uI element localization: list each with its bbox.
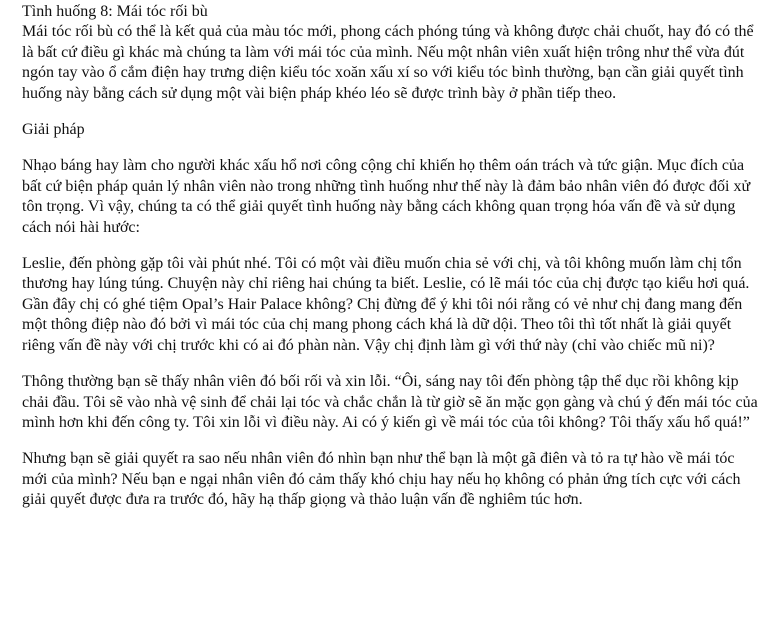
section-title: Tình huống 8: Mái tóc rối bù	[22, 3, 208, 20]
paragraph-1: Nhạo báng hay làm cho người khác xấu hổ nơi công cộng chỉ khiến họ thêm oán trách và tức giận. Mục đích của bất cứ biện pháp quản lý nhân viên nào trong những tình huống như thế này là đảm bảo nhân viên đó được đối xử tôn trọng. Vì vậy, chúng ta có thể giải quyết tình huống này bằng cách không quan trọng hóa vấn đề và sử dụng cách nói hài hước:	[22, 157, 751, 236]
paragraph-4: Nhưng bạn sẽ giải quyết ra sao nếu nhân viên đó nhìn bạn như thể bạn là một gã điên và tỏ ra tự hào về mái tóc mới của mình? Nếu bạn e ngại nhân viên đó cảm thấy khó chịu hay nếu họ không có phản ứng tích cực với cách giải quyết được đưa ra trước đó, hãy hạ thấp giọng và thảo luận vấn đề nghiêm túc hơn.	[22, 450, 741, 509]
paragraph-2: Leslie, đến phòng gặp tôi vài phút nhé. Tôi có một vài điều muốn chia sẻ với chị, và tôi không muốn làm chị tổn thương hay lúng túng. Chuyện này chỉ riêng hai chúng ta biết. Leslie, có lẽ mái tóc của chị được tạo kiểu hơi quá. Gần đây chị có ghé tiệm Opal’s Hair Palace không? Chị đừng để ý khi tôi nói rằng có vẻ như chị đang mang đến một thông điệp nào đó bởi vì mái tóc của chị mang phong cách khá là dữ dội. Theo tôi thì tốt nhất là giải quyết riêng vấn đề này với chị trước khi có ai đó phàn nàn. Vậy chị định làm gì với thứ này (chỉ vào chiếc mũ ni)?	[22, 255, 750, 354]
intro-paragraph: Mái tóc rối bù có thể là kết quả của màu tóc mới, phong cách phóng túng và không được chải chuốt, hay đó có thể là bất cứ điều gì khác mà chúng ta làm với mái tóc của mình. Nếu một nhân viên xuất hiện trông như thể vừa đút ngón tay vào ổ cắm điện hay trưng diện kiểu tóc xoăn xấu xí so với kiểu tóc bình thường, bạn cần giải quyết tình huống này bằng cách sử dụng một vài biện pháp khéo léo sẽ được trình bày ở phần tiếp theo.	[22, 23, 754, 102]
document-body	[22, 2, 762, 511]
paragraph-3: Thông thường bạn sẽ thấy nhân viên đó bối rối và xin lỗi. “Ôi, sáng nay tôi đến phòng tập thể dục rồi không kịp chải đầu. Tôi sẽ vào nhà vệ sinh để chải lại tóc và chắc chắn là từ giờ sẽ ăn mặc gọn gàng và chú ý đến mái tóc của mình hơn khi đến công ty. Tôi xin lỗi vì điều này. Ai có ý kiến gì về mái tóc của tôi không? Tôi thấy xấu hổ quá!”	[22, 373, 758, 431]
solution-heading: Giải pháp	[22, 121, 85, 139]
